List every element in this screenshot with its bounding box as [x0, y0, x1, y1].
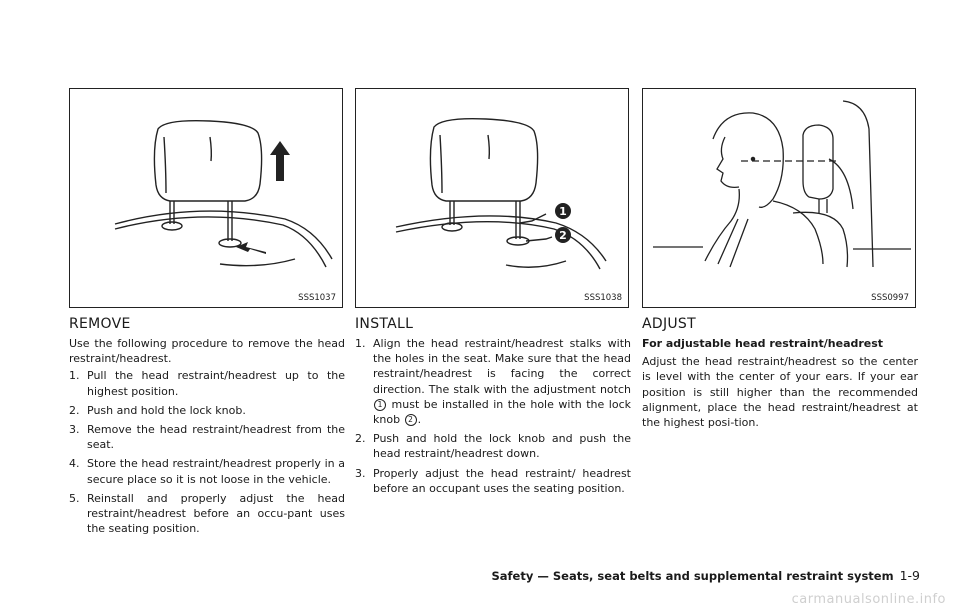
ref-1-icon: 1 — [374, 399, 386, 411]
watermark: carmanualsonline.info — [791, 592, 946, 607]
adjust-subheading: For adjustable head restraint/headrest — [642, 337, 884, 350]
footer-section-title: Safety — Seats, seat belts and supplemental restraint system — [491, 569, 894, 583]
install-column — [355, 88, 631, 500]
list-item: 2. Push and hold the lock knob and push the head restraint/headrest down. — [355, 432, 631, 461]
remove-intro: Use the following procedure to remove the head restraint/headrest. — [69, 337, 345, 366]
figure-code: SSS1038 — [584, 293, 622, 303]
callout-2: 2 — [559, 229, 567, 242]
install-steps — [355, 336, 631, 496]
remove-heading: REMOVE — [69, 316, 131, 332]
page-number: 1-9 — [899, 568, 920, 583]
ref-2-icon: 2 — [405, 414, 417, 426]
headrest-install-illustration — [356, 89, 630, 309]
list-item: 1. Align the head restraint/headrest stalks with the holes in the seat. Make sure that the head restraint/headrest is facing the correct direction. The stalk with the adjustment notch 1 must be installed in the hole with the lock knob 2 . — [355, 337, 632, 427]
list-item: 5. Reinstall and properly adjust the head restraint/headrest before an occu-pant uses the seating position. — [69, 491, 345, 536]
adjust-body: Adjust the head restraint/headrest so the center is level with the center of your ears. If your ear position is still higher than the recommended alignment, place the head restraint/headrest at the highest posi-tion. — [642, 355, 918, 430]
list-item: 2. Push and hold the lock knob. — [69, 403, 246, 417]
remove-steps — [69, 368, 345, 536]
list-item: 3. Remove the head restraint/headrest from the seat. — [69, 423, 345, 452]
occupant-headrest-illustration — [643, 89, 917, 309]
page-footer — [492, 568, 920, 583]
headrest-remove-illustration — [70, 89, 344, 309]
figure-code: SSS0997 — [871, 293, 909, 303]
remove-column — [69, 88, 345, 540]
install-heading: INSTALL — [355, 316, 414, 332]
adjust-column — [642, 88, 918, 432]
figure-code: SSS1037 — [298, 293, 336, 303]
figure-install — [355, 88, 629, 308]
list-item: 3. Properly adjust the head restraint/ headrest before an occupant uses the seating position. — [355, 466, 631, 495]
figure-adjust — [642, 88, 916, 308]
figure-remove — [69, 88, 343, 308]
adjust-heading: ADJUST — [642, 316, 696, 332]
callout-1: 1 — [559, 205, 567, 218]
list-item: 4. Store the head restraint/headrest properly in a secure place so it is not loose in the vehicle. — [69, 457, 345, 486]
list-item: 1. Pull the head restraint/headrest up to the highest position. — [69, 369, 345, 398]
